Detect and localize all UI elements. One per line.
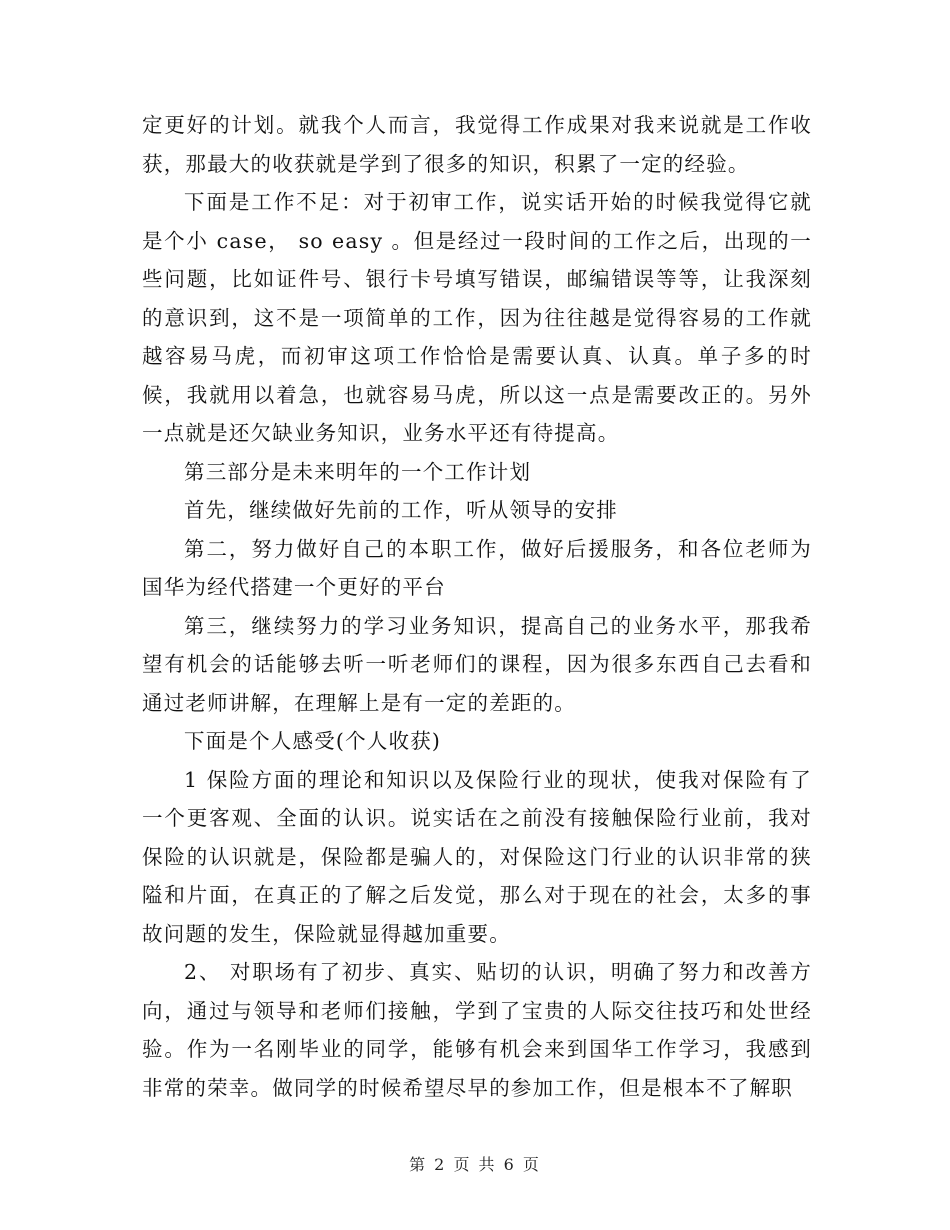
paragraph-plan-third: 第三，继续努力的学习业务知识，提高自己的业务水平，那我希望有机会的话能够去听一听老师们的课程，因为很多东西自己去看和通过老师讲解，在理解上是有一定的差距的。 (142, 613, 812, 715)
paragraph-continuation: 定更好的计划。就我个人而言，我觉得工作成果对我来说就是工作收获，那最大的收获就是学到了很多的知识，积累了一定的经验。 (142, 113, 812, 176)
paragraph-personal-feelings-heading: 下面是个人感受(个人收获) (184, 729, 442, 753)
paragraph-part-three-heading: 第三部分是未来明年的一个工作计划 (184, 459, 532, 484)
paragraph-feeling-two: 2、 对职场有了初步、真实、贴切的认识，明确了努力和改善方向，通过与领导和老师们接触，学到了宝贵的人际交往技巧和处世经验。作为一名刚毕业的同学，能够有机会来到国华工作学习，我感到非常的荣幸。做同学的时候希望尽早的参加工作，但是根本不了解职 (142, 960, 812, 1100)
paragraph-work-shortcomings: 下面是工作不足：对于初审工作，说实话开始的时候我觉得它就是个小 case， so easy 。但是经过一段时间的工作之后，出现的一些问题，比如证件号、银行卡号填写错误，邮编错误等等，让我深刻的意识到，这不是一项简单的工作，因为往往越是觉得容易的工作就越容易马虎，而初审这项工作恰恰是需要认真、认真。单子多的时候，我就用以着急，也就容易马虎，所以这一点是需要改正的。另外一点就是还欠缺业务知识，业务水平还有待提高。 (142, 190, 812, 445)
paragraph-plan-first: 首先，继续做好先前的工作，听从领导的安排 (184, 498, 618, 522)
paragraph-feeling-one: 1 保险方面的理论和知识以及保险行业的现状，使我对保险有了一个更客观、全面的认识。说实话在之前没有接触保险行业前，我对保险的认识就是，保险都是骗人的，对保险这门行业的认识非常的狭隘和片面，在真正的了解之后发觉，那么对于现在的社会，太多的事故问题的发生，保险就显得越加重要。 (142, 767, 812, 946)
paragraph-plan-second: 第二，努力做好自己的本职工作，做好后援服务，和各位老师为国华为经代搭建一个更好的平台 (142, 536, 812, 599)
document-body (142, 106, 812, 1107)
page-number-footer: 第 2 页 共 6 页 (409, 1155, 541, 1174)
